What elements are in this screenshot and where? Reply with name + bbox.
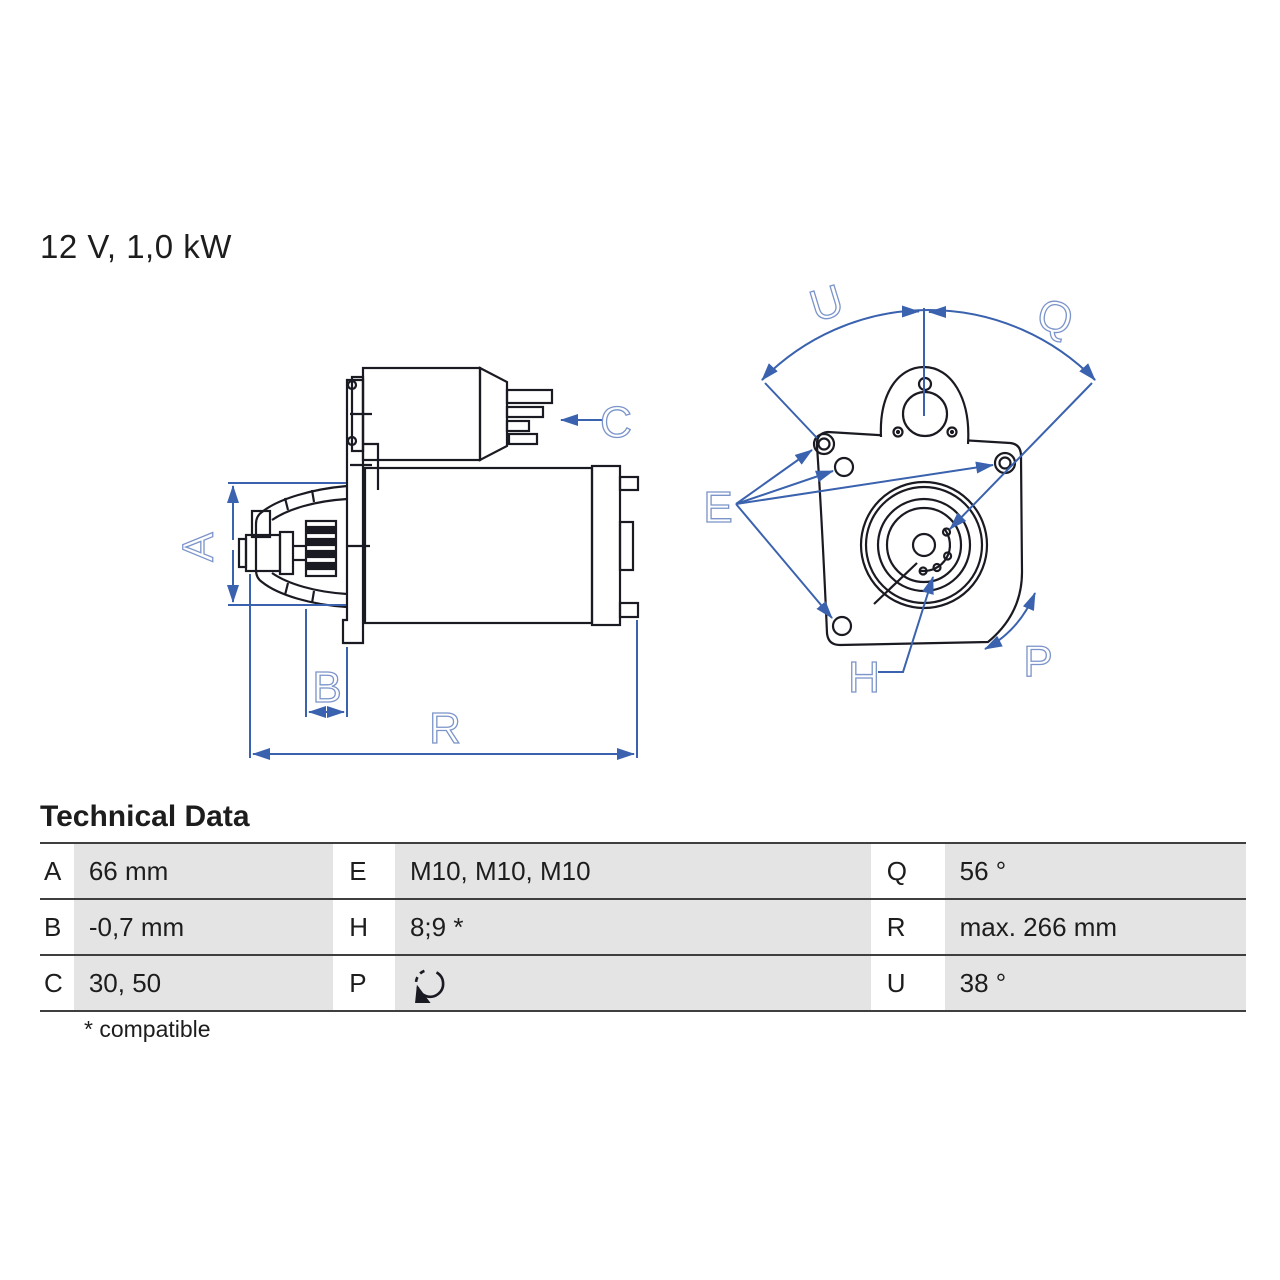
tech-key-P: P: [333, 956, 395, 1010]
tech-key-E: E: [333, 844, 395, 898]
drive-end-section: [239, 486, 347, 607]
tech-value-R: max. 266 mm: [945, 900, 1246, 954]
label-P: P: [1023, 637, 1053, 686]
technical-data-heading: Technical Data: [40, 800, 250, 833]
E-pointer-arrows: [736, 450, 993, 618]
tech-value-A: 66 mm: [74, 844, 333, 898]
label-R: R: [429, 704, 461, 753]
dimension-labels: [174, 275, 1078, 753]
table-row: [40, 956, 1246, 1012]
boss-right-pin-center: [951, 431, 953, 433]
front-flange-outline: [817, 432, 1022, 645]
label-Q: Q: [1032, 289, 1078, 346]
tech-key-H: H: [333, 900, 395, 954]
tech-key-U: U: [871, 956, 945, 1010]
tech-key-B: B: [40, 900, 74, 954]
tech-value-B: -0,7 mm: [74, 900, 333, 954]
drive-housing-circles: [861, 482, 987, 608]
tech-key-Q: Q: [871, 844, 945, 898]
pinion-gear: [306, 521, 336, 576]
tech-value-U: 38 °: [945, 956, 1246, 1010]
tech-value-H: 8;9 *: [395, 900, 871, 954]
technical-data-table: [40, 842, 1246, 1012]
tech-key-R: R: [871, 900, 945, 954]
ccw-rotation-icon: [410, 963, 448, 1003]
motor-body: [365, 466, 638, 625]
label-B: B: [312, 663, 342, 712]
table-footnote: * compatible: [84, 1016, 211, 1042]
side-view-drawing: [239, 368, 638, 643]
label-C: C: [600, 398, 632, 447]
table-row: [40, 900, 1246, 956]
tech-value-P: [395, 956, 871, 1010]
product-spec-title: 12 V, 1,0 kW: [40, 228, 232, 265]
mounting-holes: [814, 434, 1015, 635]
front-view-dimensions: [736, 308, 1095, 672]
tech-value-C: 30, 50: [74, 956, 333, 1010]
tech-value-E: M10, M10, M10: [395, 844, 871, 898]
label-U: U: [804, 275, 849, 332]
front-view-drawing: [814, 367, 1022, 645]
boss-left-pin-center: [897, 431, 899, 433]
tech-key-A: A: [40, 844, 74, 898]
label-H: H: [848, 653, 880, 702]
table-row: [40, 844, 1246, 900]
tech-key-C: C: [40, 956, 74, 1010]
label-E: E: [703, 483, 733, 532]
label-A: A: [174, 532, 223, 562]
mounting-flange: [343, 380, 378, 643]
tech-value-Q: 56 °: [945, 844, 1246, 898]
